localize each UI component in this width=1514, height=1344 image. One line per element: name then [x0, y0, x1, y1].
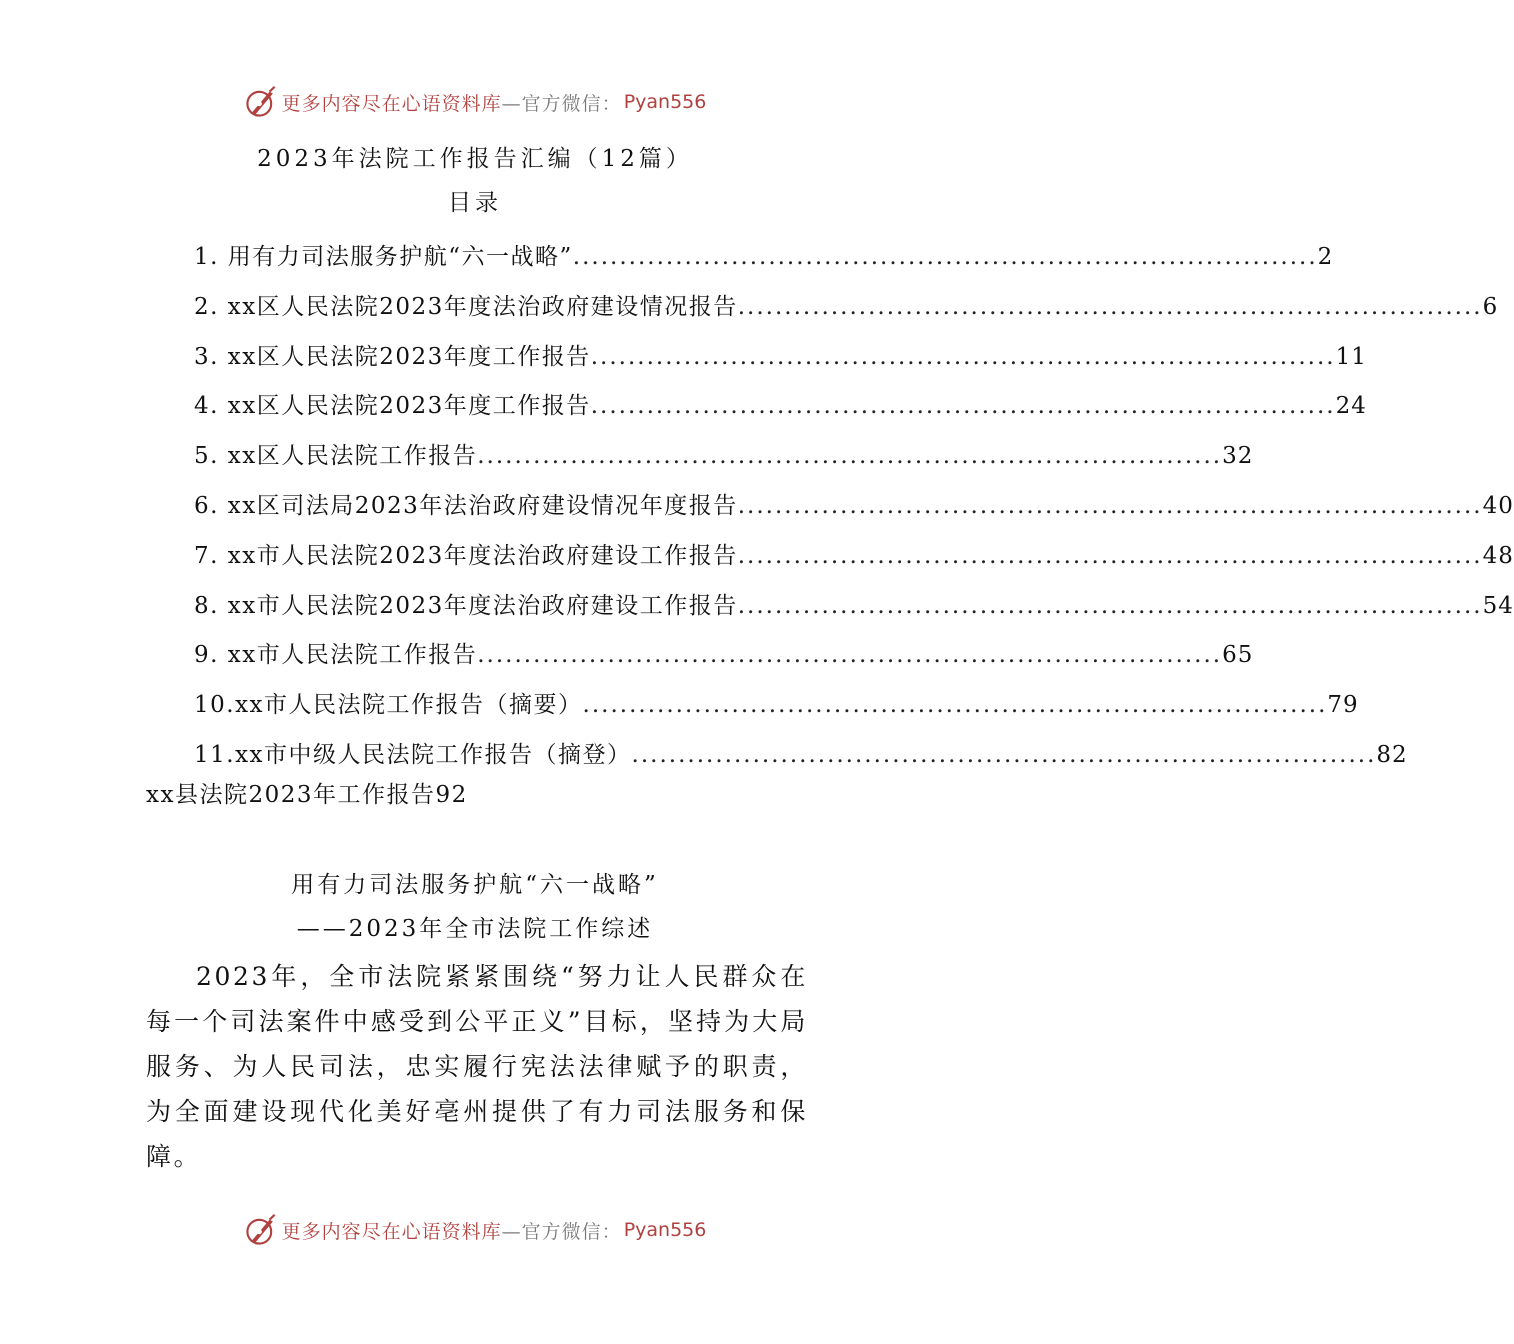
watermark-header [0, 82, 950, 122]
toc-item-label: 4. xx区人民法院2023年度工作报告 [194, 393, 591, 420]
toc-item-label: 7. xx市人民法院2023年度法治政府建设工作报告 [194, 542, 738, 569]
toc-leader-dots: ................................................................................ [737, 492, 1483, 519]
toc-item-label: 11.xx市中级人民法院工作报告（摘登） [194, 741, 632, 768]
section-subtitle: ——2023年全市法院工作综述 [296, 916, 654, 942]
toc-leader-dots: ................................................................................ [737, 293, 1483, 320]
watermark-prefix: 更多内容尽在心语资料库 [281, 92, 502, 115]
toc-item-page: 32 [1222, 443, 1254, 470]
toc-leader-dots: ................................................................................ [590, 343, 1336, 370]
toc-item-label: 2. xx区人民法院2023年度法治政府建设情况报告 [194, 293, 738, 320]
watermark-separator: —官方微信： [501, 92, 622, 115]
toc-leader-dots: ................................................................................ [572, 244, 1318, 270]
toc-item[interactable] [194, 333, 1367, 383]
toc-item[interactable] [194, 382, 1367, 432]
section-title: 用有力司法服务护航“六一战略” [291, 872, 659, 898]
toc-item-label: 8. xx市人民法院2023年度法治政府建设工作报告 [194, 592, 738, 619]
watermark-prefix: 更多内容尽在心语资料库 [281, 1220, 502, 1243]
watermark-footer [0, 1210, 950, 1250]
toc-item-label: 5. xx区人民法院工作报告 [194, 443, 478, 470]
toc-item[interactable] [194, 482, 1514, 532]
document-title: 2023年法院工作报告汇编（12篇） [257, 146, 693, 172]
toc-leader-dots: ................................................................................ [477, 642, 1223, 669]
toc-item-page: 2 [1317, 244, 1334, 270]
watermark-account: Pyan556 [623, 1219, 707, 1241]
toc-item-page: 65 [1222, 642, 1254, 669]
watermark-separator: —官方微信： [501, 1220, 622, 1243]
toc-item-label: 3. xx区人民法院2023年度工作报告 [194, 343, 591, 370]
toc-item-page: 48 [1482, 542, 1514, 569]
toc-item-label: 6. xx区司法局2023年法治政府建设情况年度报告 [194, 492, 738, 519]
table-of-contents [194, 233, 1514, 781]
toc-item[interactable] [194, 432, 1254, 482]
toc-heading: 目录 [448, 190, 502, 216]
toc-trailing-entry: xx县法院2023年工作报告92 [146, 782, 468, 808]
toc-item[interactable] [194, 283, 1499, 333]
watermark-account: Pyan556 [623, 91, 707, 113]
toc-leader-dots: ................................................................................ [631, 741, 1377, 768]
toc-item-label: 1. 用有力司法服务护航“六一战略” [194, 244, 573, 270]
toc-item-page: 54 [1482, 592, 1514, 619]
toc-item-page: 11 [1335, 343, 1367, 370]
toc-leader-dots: ................................................................................ [737, 592, 1483, 619]
toc-item-page: 40 [1482, 492, 1514, 519]
toc-item-label: 9. xx市人民法院工作报告 [194, 642, 478, 669]
toc-leader-dots: ................................................................................ [737, 542, 1483, 569]
toc-item[interactable] [194, 631, 1254, 681]
toc-item-page: 24 [1335, 393, 1367, 420]
toc-item[interactable] [194, 582, 1514, 632]
body-paragraph: 2023年，全市法院紧紧围绕“努力让人民群众在每一个司法案件中感受到公平正义”目标，坚持为大局服务、为人民司法，忠实履行宪法法律赋予的职责，为全面建设现代化美好亳州提供了有力司法服务和保障。 [146, 962, 808, 1171]
pen-quill-icon [244, 1213, 278, 1247]
toc-leader-dots: ................................................................................ [582, 692, 1328, 719]
pen-quill-icon [244, 85, 278, 119]
toc-item[interactable] [194, 233, 1334, 283]
toc-leader-dots: ................................................................................ [590, 393, 1336, 420]
toc-leader-dots: ................................................................................ [477, 443, 1223, 470]
toc-item[interactable] [194, 681, 1359, 731]
toc-item-page: 82 [1376, 741, 1408, 768]
toc-item-page: 79 [1327, 692, 1359, 719]
toc-item-page: 6 [1482, 293, 1499, 320]
toc-item-label: 10.xx市人民法院工作报告（摘要） [194, 692, 583, 719]
toc-item[interactable] [194, 731, 1408, 781]
toc-item[interactable] [194, 532, 1514, 582]
